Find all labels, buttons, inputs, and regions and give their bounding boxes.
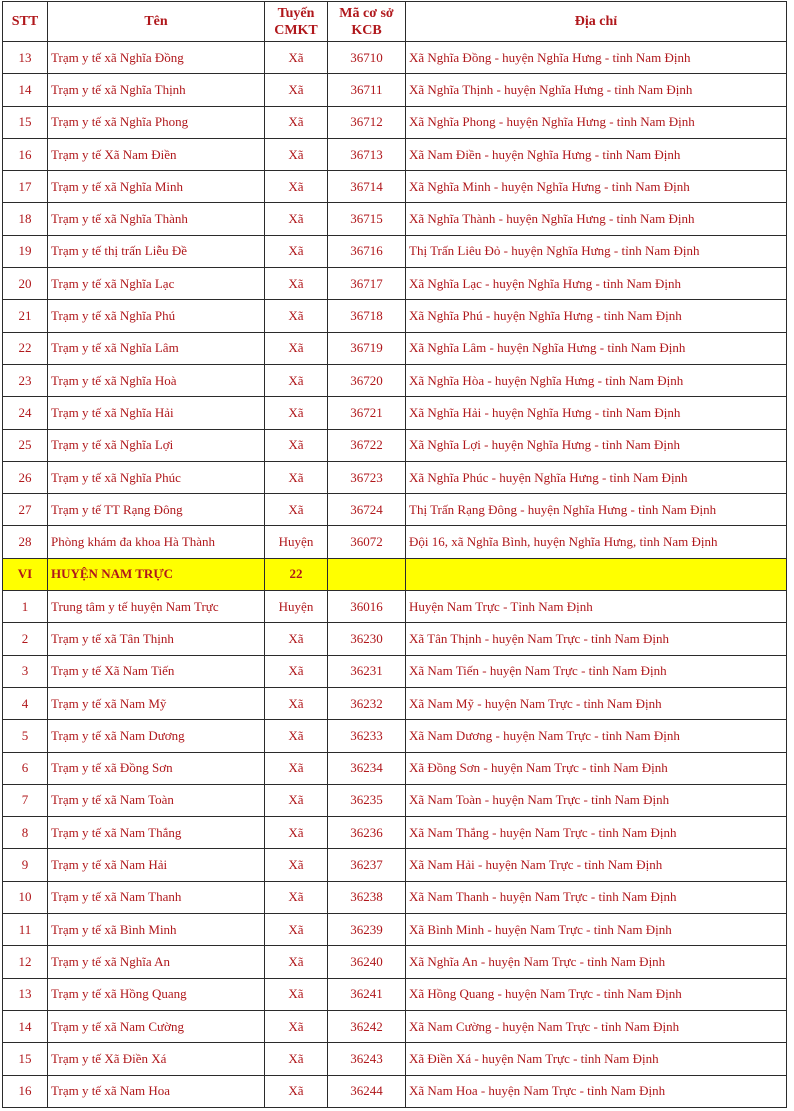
cell-diachi: Xã Nam Thắng - huyện Nam Trực - tỉnh Nam Định <box>406 817 787 849</box>
header-ma-co-so <box>328 2 406 42</box>
cell-ma: 36237 <box>328 849 406 881</box>
table-row <box>3 429 787 461</box>
cell-ma: 36240 <box>328 946 406 978</box>
facility-table <box>2 1 787 1108</box>
table-row <box>3 623 787 655</box>
cell-ma: 36241 <box>328 978 406 1010</box>
table-row <box>3 881 787 913</box>
table-row <box>3 849 787 881</box>
cell-diachi: Xã Nam Dương - huyện Nam Trực - tỉnh Nam Định <box>406 720 787 752</box>
table-row <box>3 494 787 526</box>
cell-stt: 28 <box>3 526 48 558</box>
table-body <box>3 42 787 1108</box>
cell-ten: Trạm y tế xã Tân Thịnh <box>48 623 265 655</box>
cell-stt: 16 <box>3 1075 48 1107</box>
cell-stt: 13 <box>3 978 48 1010</box>
cell-ma: 36236 <box>328 817 406 849</box>
cell-stt: VI <box>3 558 48 590</box>
cell-stt: 24 <box>3 397 48 429</box>
cell-tuyen: Xã <box>265 106 328 138</box>
cell-ten: Trạm y tế xã Nam Thắng <box>48 817 265 849</box>
cell-ten: Trung tâm y tế huyện Nam Trực <box>48 591 265 623</box>
cell-diachi: Xã Nghĩa Lợi - huyện Nghĩa Hưng - tỉnh Nam Định <box>406 429 787 461</box>
cell-ma: 36714 <box>328 171 406 203</box>
header-tuyen-line1: Tuyến <box>277 5 315 21</box>
header-ma-line2: KCB <box>351 22 382 38</box>
cell-diachi: Huyện Nam Trực - Tỉnh Nam Định <box>406 591 787 623</box>
cell-ten: Trạm y tế xã Nghĩa Minh <box>48 171 265 203</box>
table-row <box>3 268 787 300</box>
cell-ma: 36715 <box>328 203 406 235</box>
cell-stt: 6 <box>3 752 48 784</box>
cell-tuyen: Xã <box>265 494 328 526</box>
cell-tuyen: Xã <box>265 1075 328 1107</box>
cell-diachi: Xã Nghĩa Hải - huyện Nghĩa Hưng - tỉnh Nam Định <box>406 397 787 429</box>
cell-diachi: Xã Nam Mỹ - huyện Nam Trực - tỉnh Nam Định <box>406 687 787 719</box>
cell-ma: 36723 <box>328 461 406 493</box>
cell-ten: Trạm y tế TT Rạng Đông <box>48 494 265 526</box>
cell-ten: Trạm y tế xã Nghĩa Lạc <box>48 268 265 300</box>
cell-ten: Trạm y tế xã Nghĩa Thịnh <box>48 74 265 106</box>
cell-stt: 16 <box>3 138 48 170</box>
cell-stt: 21 <box>3 300 48 332</box>
cell-ten: Trạm y tế xã Nam Dương <box>48 720 265 752</box>
cell-ten: Trạm y tế xã Nam Toàn <box>48 784 265 816</box>
cell-tuyen: Xã <box>265 268 328 300</box>
cell-ma: 36721 <box>328 397 406 429</box>
header-ten: Tên <box>48 2 265 42</box>
cell-tuyen: Xã <box>265 332 328 364</box>
cell-ten: Trạm y tế xã Hồng Quang <box>48 978 265 1010</box>
cell-diachi: Xã Nam Toàn - huyện Nam Trực - tỉnh Nam Định <box>406 784 787 816</box>
table-row <box>3 784 787 816</box>
cell-tuyen: Xã <box>265 655 328 687</box>
cell-tuyen: Xã <box>265 138 328 170</box>
table-row <box>3 42 787 74</box>
cell-stt: 25 <box>3 429 48 461</box>
cell-stt: 2 <box>3 623 48 655</box>
table-row <box>3 655 787 687</box>
cell-ten: Trạm y tế Xã Nam Tiến <box>48 655 265 687</box>
cell-stt: 22 <box>3 332 48 364</box>
table-row <box>3 171 787 203</box>
cell-tuyen: Xã <box>265 397 328 429</box>
cell-ma: 36243 <box>328 1043 406 1075</box>
cell-diachi: Xã Nam Thanh - huyện Nam Trực - tỉnh Nam Định <box>406 881 787 913</box>
table-row <box>3 1010 787 1042</box>
cell-ma: 36719 <box>328 332 406 364</box>
cell-ma: 36713 <box>328 138 406 170</box>
header-ma-line1: Mã cơ sở <box>339 5 394 21</box>
cell-diachi: Xã Nghĩa Minh - huyện Nghĩa Hưng - tỉnh Nam Định <box>406 171 787 203</box>
table-row <box>3 74 787 106</box>
cell-ten: Trạm y tế xã Nam Cường <box>48 1010 265 1042</box>
cell-diachi: Thị Trấn Liêu Đỏ - huyện Nghĩa Hưng - tỉnh Nam Định <box>406 235 787 267</box>
cell-diachi <box>406 558 787 590</box>
cell-stt: 3 <box>3 655 48 687</box>
cell-ten: Trạm y tế xã Nghĩa Phú <box>48 300 265 332</box>
cell-ma: 36712 <box>328 106 406 138</box>
cell-diachi: Đội 16, xã Nghĩa Bình, huyện Nghĩa Hưng, tỉnh Nam Định <box>406 526 787 558</box>
cell-diachi: Xã Nghĩa Thành - huyện Nghĩa Hưng - tỉnh Nam Định <box>406 203 787 235</box>
cell-tuyen: Xã <box>265 429 328 461</box>
cell-diachi: Xã Hồng Quang - huyện Nam Trực - tỉnh Nam Định <box>406 978 787 1010</box>
cell-tuyen: Xã <box>265 74 328 106</box>
cell-diachi: Xã Nghĩa Lạc - huyện Nghĩa Hưng - tỉnh Nam Định <box>406 268 787 300</box>
cell-stt: 9 <box>3 849 48 881</box>
cell-tuyen: Xã <box>265 784 328 816</box>
cell-ten: Trạm y tế xã Nghĩa Thành <box>48 203 265 235</box>
cell-ma: 36239 <box>328 914 406 946</box>
cell-tuyen: Huyện <box>265 591 328 623</box>
cell-stt: 18 <box>3 203 48 235</box>
cell-tuyen: Xã <box>265 752 328 784</box>
cell-ten: HUYỆN NAM TRỰC <box>48 558 265 590</box>
cell-ma <box>328 558 406 590</box>
cell-tuyen: Xã <box>265 881 328 913</box>
header-dia-chi: Địa chỉ <box>406 2 787 42</box>
cell-diachi: Xã Nghĩa An - huyện Nam Trực - tỉnh Nam Định <box>406 946 787 978</box>
cell-diachi: Xã Nghĩa Đồng - huyện Nghĩa Hưng - tỉnh Nam Định <box>406 42 787 74</box>
cell-stt: 26 <box>3 461 48 493</box>
cell-stt: 15 <box>3 106 48 138</box>
cell-stt: 1 <box>3 591 48 623</box>
cell-stt: 27 <box>3 494 48 526</box>
group-row <box>3 558 787 590</box>
cell-tuyen: Xã <box>265 1043 328 1075</box>
table-row <box>3 203 787 235</box>
cell-diachi: Xã Nghĩa Hòa - huyện Nghĩa Hưng - tỉnh Nam Định <box>406 364 787 396</box>
table-row <box>3 332 787 364</box>
cell-tuyen: Xã <box>265 203 328 235</box>
cell-ma: 36233 <box>328 720 406 752</box>
table-row <box>3 687 787 719</box>
cell-tuyen: Huyện <box>265 526 328 558</box>
cell-ten: Trạm y tế xã Nghĩa Hải <box>48 397 265 429</box>
cell-ten: Phòng khám đa khoa Hà Thành <box>48 526 265 558</box>
table-row <box>3 914 787 946</box>
cell-ma: 36722 <box>328 429 406 461</box>
table-row <box>3 817 787 849</box>
cell-tuyen: Xã <box>265 849 328 881</box>
cell-stt: 14 <box>3 74 48 106</box>
cell-tuyen: Xã <box>265 364 328 396</box>
cell-diachi: Xã Tân Thịnh - huyện Nam Trực - tỉnh Nam Định <box>406 623 787 655</box>
table-row <box>3 364 787 396</box>
cell-stt: 17 <box>3 171 48 203</box>
cell-ma: 36016 <box>328 591 406 623</box>
cell-ma: 36242 <box>328 1010 406 1042</box>
cell-ten: Trạm y tế Xã Điền Xá <box>48 1043 265 1075</box>
cell-stt: 8 <box>3 817 48 849</box>
cell-stt: 15 <box>3 1043 48 1075</box>
table-row <box>3 461 787 493</box>
cell-ma: 36232 <box>328 687 406 719</box>
cell-ma: 36238 <box>328 881 406 913</box>
cell-diachi: Xã Nam Điền - huyện Nghĩa Hưng - tỉnh Nam Định <box>406 138 787 170</box>
cell-ma: 36244 <box>328 1075 406 1107</box>
cell-diachi: Xã Nghĩa Lâm - huyện Nghĩa Hưng - tỉnh Nam Định <box>406 332 787 364</box>
cell-tuyen: Xã <box>265 300 328 332</box>
cell-stt: 19 <box>3 235 48 267</box>
table-row <box>3 1043 787 1075</box>
cell-ten: Trạm y tế xã Nghĩa Phúc <box>48 461 265 493</box>
cell-tuyen: Xã <box>265 42 328 74</box>
cell-diachi: Xã Nghĩa Thịnh - huyện Nghĩa Hưng - tỉnh Nam Định <box>406 74 787 106</box>
cell-diachi: Xã Đồng Sơn - huyện Nam Trực - tỉnh Nam Định <box>406 752 787 784</box>
cell-ten: Trạm y tế xã Đồng Sơn <box>48 752 265 784</box>
table-row <box>3 1075 787 1107</box>
cell-stt: 4 <box>3 687 48 719</box>
cell-tuyen: Xã <box>265 720 328 752</box>
cell-diachi: Thị Trấn Rạng Đông - huyện Nghĩa Hưng - tỉnh Nam Định <box>406 494 787 526</box>
cell-diachi: Xã Nghĩa Phúc - huyện Nghĩa Hưng - tỉnh Nam Định <box>406 461 787 493</box>
cell-ma: 36720 <box>328 364 406 396</box>
cell-tuyen: Xã <box>265 1010 328 1042</box>
cell-ma: 36230 <box>328 623 406 655</box>
cell-stt: 23 <box>3 364 48 396</box>
cell-ten: Trạm y tế xã Nghĩa Hoà <box>48 364 265 396</box>
cell-diachi: Xã Nghĩa Phú - huyện Nghĩa Hưng - tỉnh Nam Định <box>406 300 787 332</box>
cell-stt: 14 <box>3 1010 48 1042</box>
cell-tuyen: Xã <box>265 461 328 493</box>
cell-stt: 20 <box>3 268 48 300</box>
cell-diachi: Xã Nam Hải - huyện Nam Trực - tỉnh Nam Định <box>406 849 787 881</box>
cell-tuyen: Xã <box>265 623 328 655</box>
cell-ma: 36724 <box>328 494 406 526</box>
table-row <box>3 946 787 978</box>
cell-ma: 36718 <box>328 300 406 332</box>
cell-stt: 11 <box>3 914 48 946</box>
cell-ma: 36717 <box>328 268 406 300</box>
cell-ten: Trạm y tế xã Nghĩa An <box>48 946 265 978</box>
table-row <box>3 752 787 784</box>
cell-stt: 13 <box>3 42 48 74</box>
cell-ten: Trạm y tế xã Nghĩa Lâm <box>48 332 265 364</box>
cell-tuyen: Xã <box>265 914 328 946</box>
header-stt: STT <box>3 2 48 42</box>
cell-ten: Trạm y tế xã Nam Hoa <box>48 1075 265 1107</box>
table-row <box>3 106 787 138</box>
cell-tuyen: Xã <box>265 946 328 978</box>
cell-diachi: Xã Nghĩa Phong - huyện Nghĩa Hưng - tỉnh Nam Định <box>406 106 787 138</box>
cell-tuyen: Xã <box>265 687 328 719</box>
cell-tuyen: Xã <box>265 978 328 1010</box>
cell-ma: 36710 <box>328 42 406 74</box>
table-row <box>3 138 787 170</box>
cell-ma: 36235 <box>328 784 406 816</box>
cell-ma: 36234 <box>328 752 406 784</box>
cell-ten: Trạm y tế xã Nghĩa Đồng <box>48 42 265 74</box>
cell-tuyen: Xã <box>265 171 328 203</box>
cell-diachi: Xã Bình Minh - huyện Nam Trực - tỉnh Nam Định <box>406 914 787 946</box>
cell-ten: Trạm y tế xã Nam Mỹ <box>48 687 265 719</box>
cell-tuyen: Xã <box>265 235 328 267</box>
cell-diachi: Xã Nam Tiến - huyện Nam Trực - tỉnh Nam Định <box>406 655 787 687</box>
cell-ma: 36711 <box>328 74 406 106</box>
table-row <box>3 235 787 267</box>
cell-diachi: Xã Nam Hoa - huyện Nam Trực - tỉnh Nam Định <box>406 1075 787 1107</box>
table-header-row <box>3 2 787 42</box>
cell-stt: 12 <box>3 946 48 978</box>
table-row <box>3 397 787 429</box>
cell-stt: 10 <box>3 881 48 913</box>
header-tuyen-line2: CMKT <box>274 22 318 38</box>
cell-diachi: Xã Nam Cường - huyện Nam Trực - tỉnh Nam Định <box>406 1010 787 1042</box>
table-row <box>3 591 787 623</box>
cell-tuyen: Xã <box>265 817 328 849</box>
cell-ma: 36231 <box>328 655 406 687</box>
cell-ten: Trạm y tế xã Nam Hải <box>48 849 265 881</box>
cell-diachi: Xã Điền Xá - huyện Nam Trực - tỉnh Nam Định <box>406 1043 787 1075</box>
cell-stt: 7 <box>3 784 48 816</box>
cell-ten: Trạm y tế xã Nghĩa Phong <box>48 106 265 138</box>
cell-tuyen: 22 <box>265 558 328 590</box>
table-row <box>3 978 787 1010</box>
cell-ma: 36072 <box>328 526 406 558</box>
cell-stt: 5 <box>3 720 48 752</box>
cell-ten: Trạm y tế xã Bình Minh <box>48 914 265 946</box>
cell-ten: Trạm y tế Xã Nam Điền <box>48 138 265 170</box>
table-row <box>3 720 787 752</box>
cell-ten: Trạm y tế xã Nam Thanh <box>48 881 265 913</box>
table-row <box>3 526 787 558</box>
table-row <box>3 300 787 332</box>
cell-ten: Trạm y tế xã Nghĩa Lợi <box>48 429 265 461</box>
header-tuyen-cmkt <box>265 2 328 42</box>
cell-ma: 36716 <box>328 235 406 267</box>
cell-ten: Trạm y tế thị trấn Liễu Đề <box>48 235 265 267</box>
